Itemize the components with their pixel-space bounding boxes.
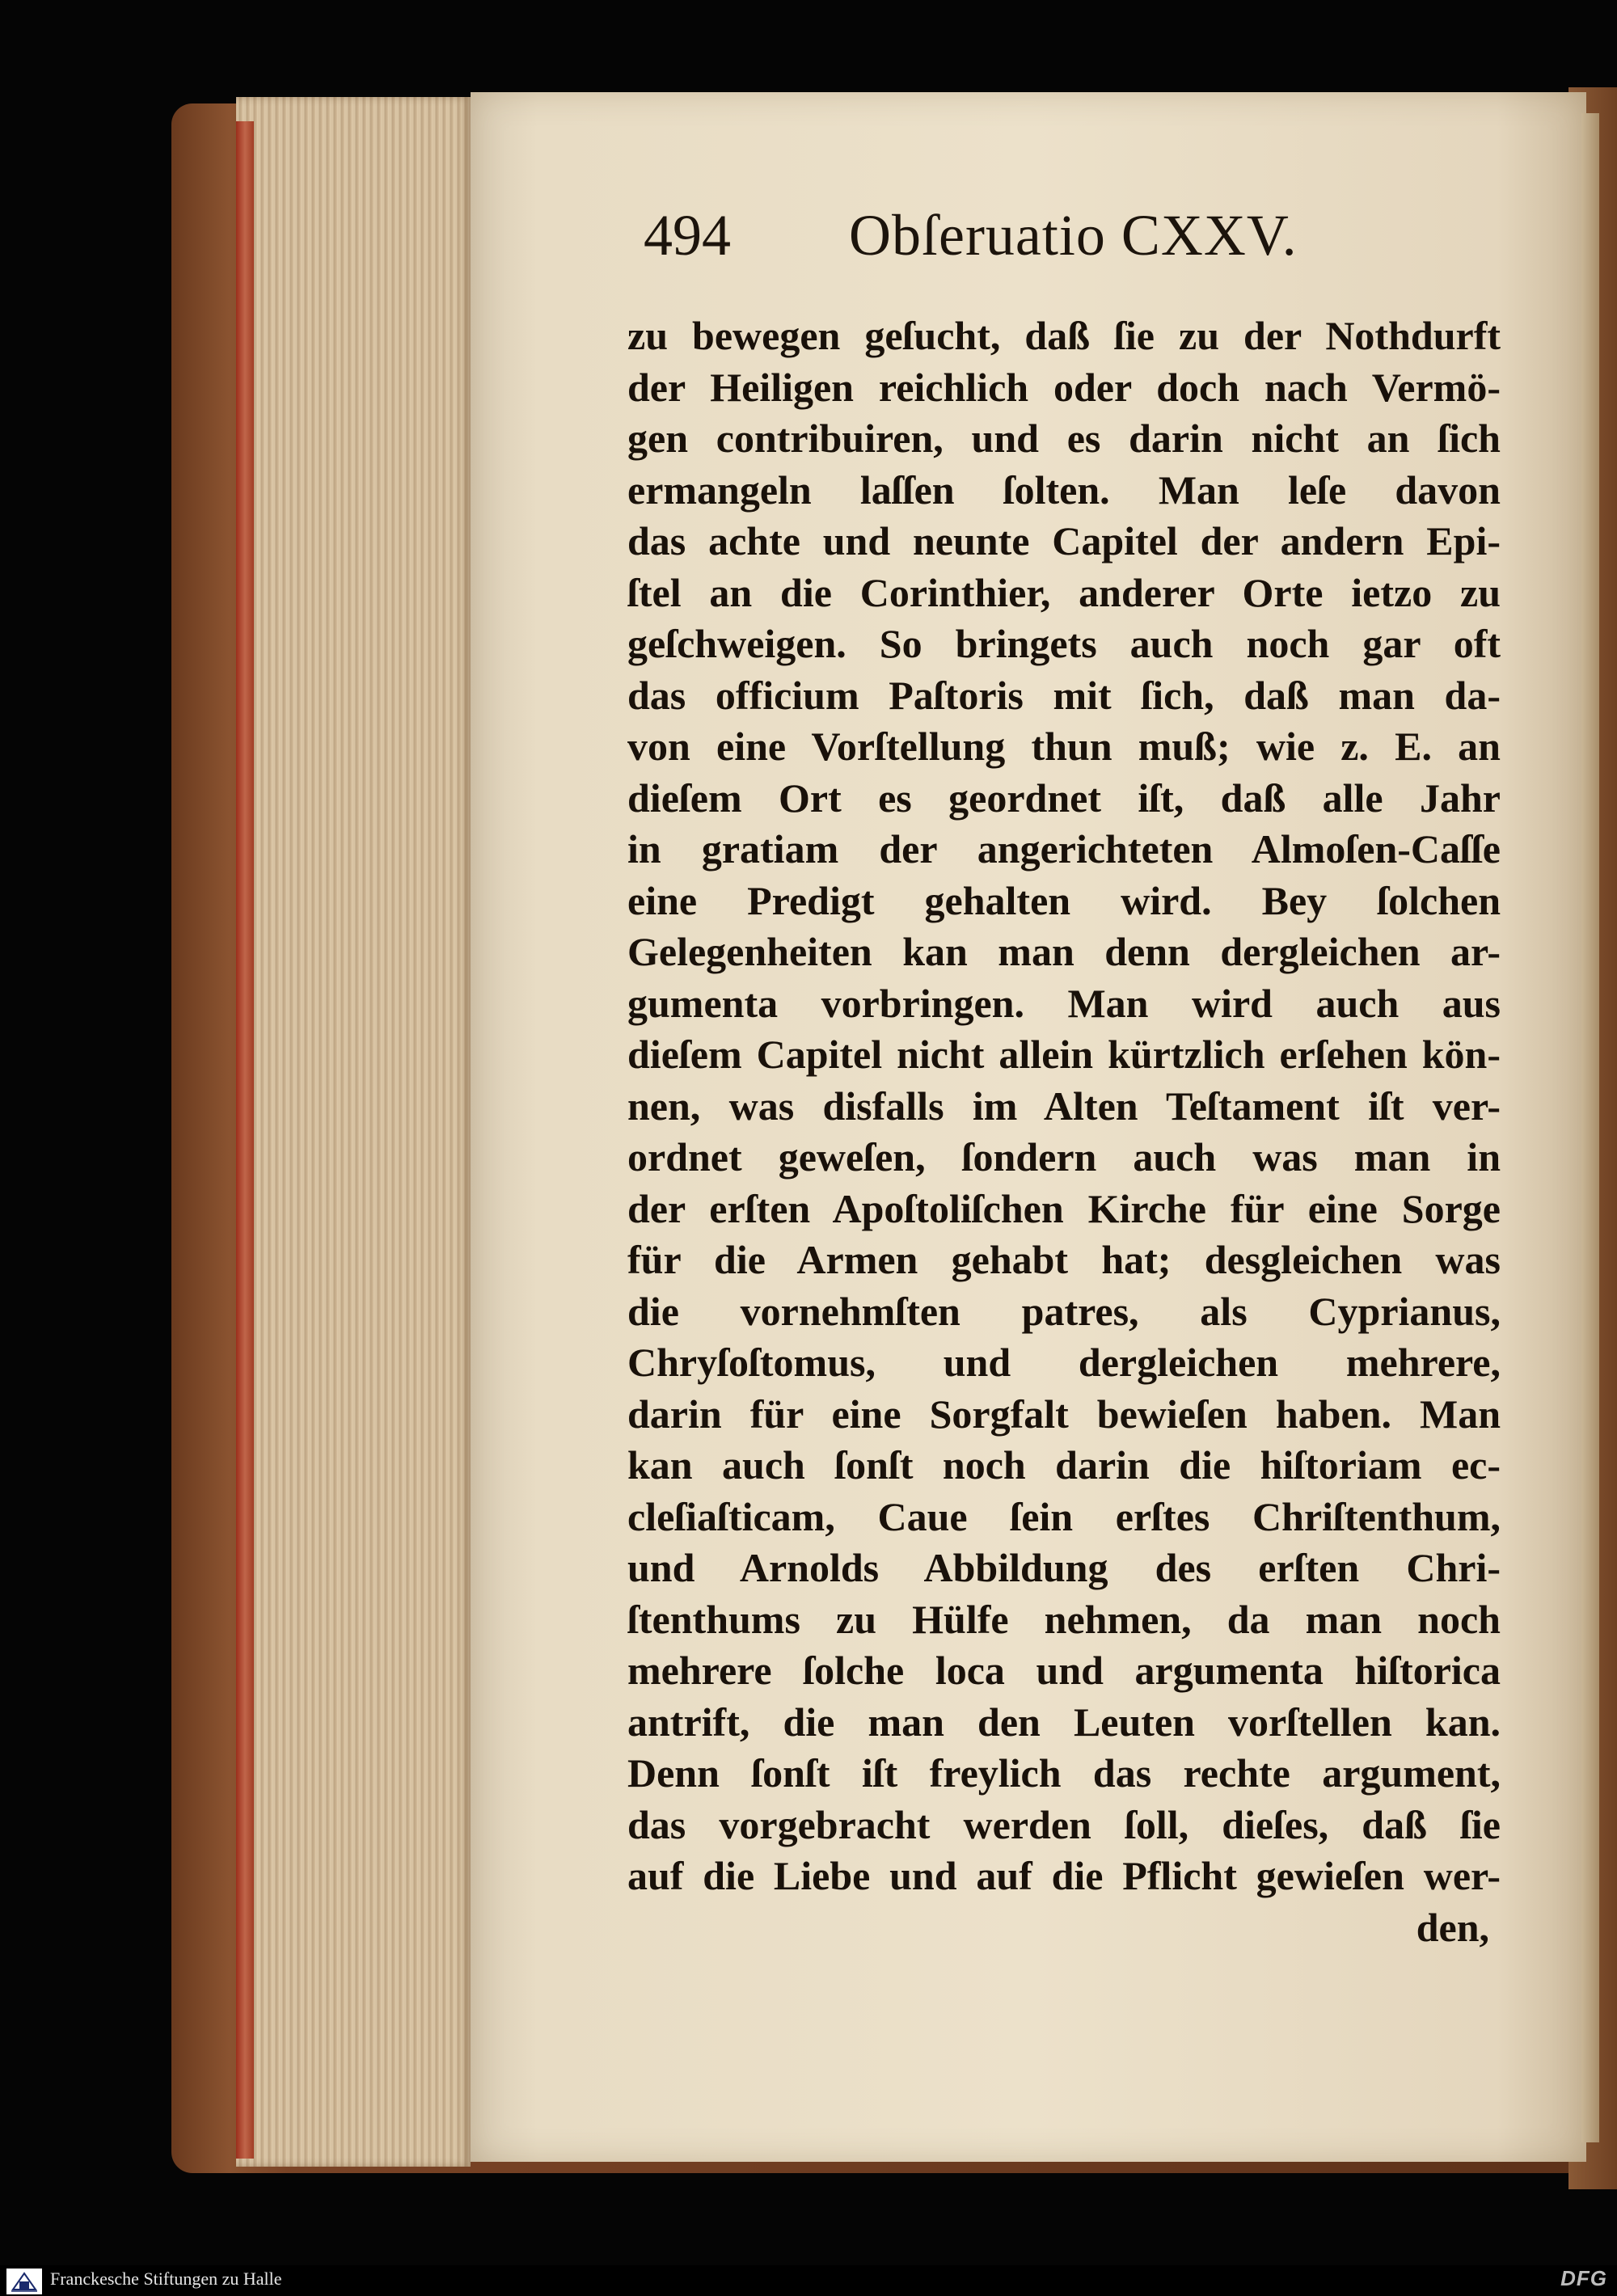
text-line: eine Predigt gehalten wird. Bey ſolchen (627, 877, 1501, 923)
text-line: der erſten Apoſtoliſchen Kirche für eine Sorge (627, 1185, 1501, 1231)
text-line: mehrere ſolche loca und argumenta hiſtorica (627, 1648, 1501, 1693)
text-line: das officium Paſtoris mit ſich, daß man da- (627, 672, 1501, 718)
text-line: gen contribuiren, und es darin nicht an ſich (627, 416, 1501, 461)
text-line: Gelegenheiten kan man denn dergleichen ar- (627, 929, 1501, 974)
text-line: cleſiaſticam, Caue ſein erſtes Chriſtenthum, (627, 1493, 1501, 1539)
text-line: Denn ſonſt iſt freylich das rechte argument, (627, 1750, 1501, 1796)
footer-credit: Franckesche Stiftungen zu Halle (50, 2269, 282, 2289)
dfg-logo: DFG (1560, 2266, 1607, 2290)
text-line: der Heiligen reichlich oder doch nach Vermö- (627, 364, 1501, 410)
text-line: dieſem Ort es geordnet iſt, daß alle Jahr (627, 774, 1501, 821)
text-line: ordnet geweſen, ſondern auch was man in (627, 1134, 1501, 1180)
text-line: die vornehmſten patres, als Cyprianus, (627, 1288, 1501, 1334)
text-line: darin für eine Sorgfalt bewieſen haben. Man (627, 1391, 1501, 1437)
text-line: und Arnolds Abbildung des erſten Chri- (627, 1545, 1501, 1590)
red-page-edge (236, 121, 254, 2159)
page-gutter (1581, 113, 1599, 2142)
body-text (627, 310, 1501, 1953)
text-line: von eine Vorſtellung thun muß; wie z. E. an (627, 724, 1501, 769)
text-line: ermangeln laſſen ſolten. Man leſe davon (627, 466, 1501, 513)
text-line: dieſem Capitel nicht allein kürtzlich erſehen kön- (627, 1032, 1501, 1077)
text-line: kan auch ſonſt noch darin die hiſtoriam ec- (627, 1442, 1501, 1488)
text-line: in gratiam der angerichteten Almoſen-Caſſe (627, 826, 1501, 872)
page-edges (236, 97, 471, 2167)
text-line: den, (1416, 1904, 1489, 1950)
text-line: nen, was disfalls im Alten Teſtament iſt ver- (627, 1083, 1501, 1129)
page-header (644, 202, 1549, 275)
text-line: Chryſoſtomus, und dergleichen mehrere, (627, 1340, 1501, 1385)
text-line: geſchweigen. So bringets auch noch gar oft (627, 621, 1501, 666)
text-line: ſtel an die Corinthier, anderer Orte ietzo zu (627, 569, 1501, 615)
text-line: ſtenthums zu Hülfe nehmen, da man noch (627, 1596, 1501, 1642)
text-line: zu bewegen geſucht, daß ſie zu der Nothdurft (627, 313, 1501, 358)
text-line: antrift, die man den Leuten vorſtellen kan. (627, 1699, 1501, 1745)
page-number: 494 (644, 203, 731, 268)
running-head: Obſeruatio CXXV. (849, 203, 1298, 268)
institution-logo (6, 2269, 42, 2294)
text-line: auf die Liebe und auf die Pflicht gewieſen wer- (627, 1853, 1501, 1898)
text-line: das achte und neunte Capitel der andern Epi- (627, 518, 1501, 563)
text-line: für die Armen gehabt hat; desgleichen was (627, 1237, 1501, 1282)
text-line: gumenta vorbringen. Man wird auch aus (627, 980, 1501, 1026)
text-line: das vorgebracht werden ſoll, dieſes, daß ſie (627, 1801, 1501, 1847)
